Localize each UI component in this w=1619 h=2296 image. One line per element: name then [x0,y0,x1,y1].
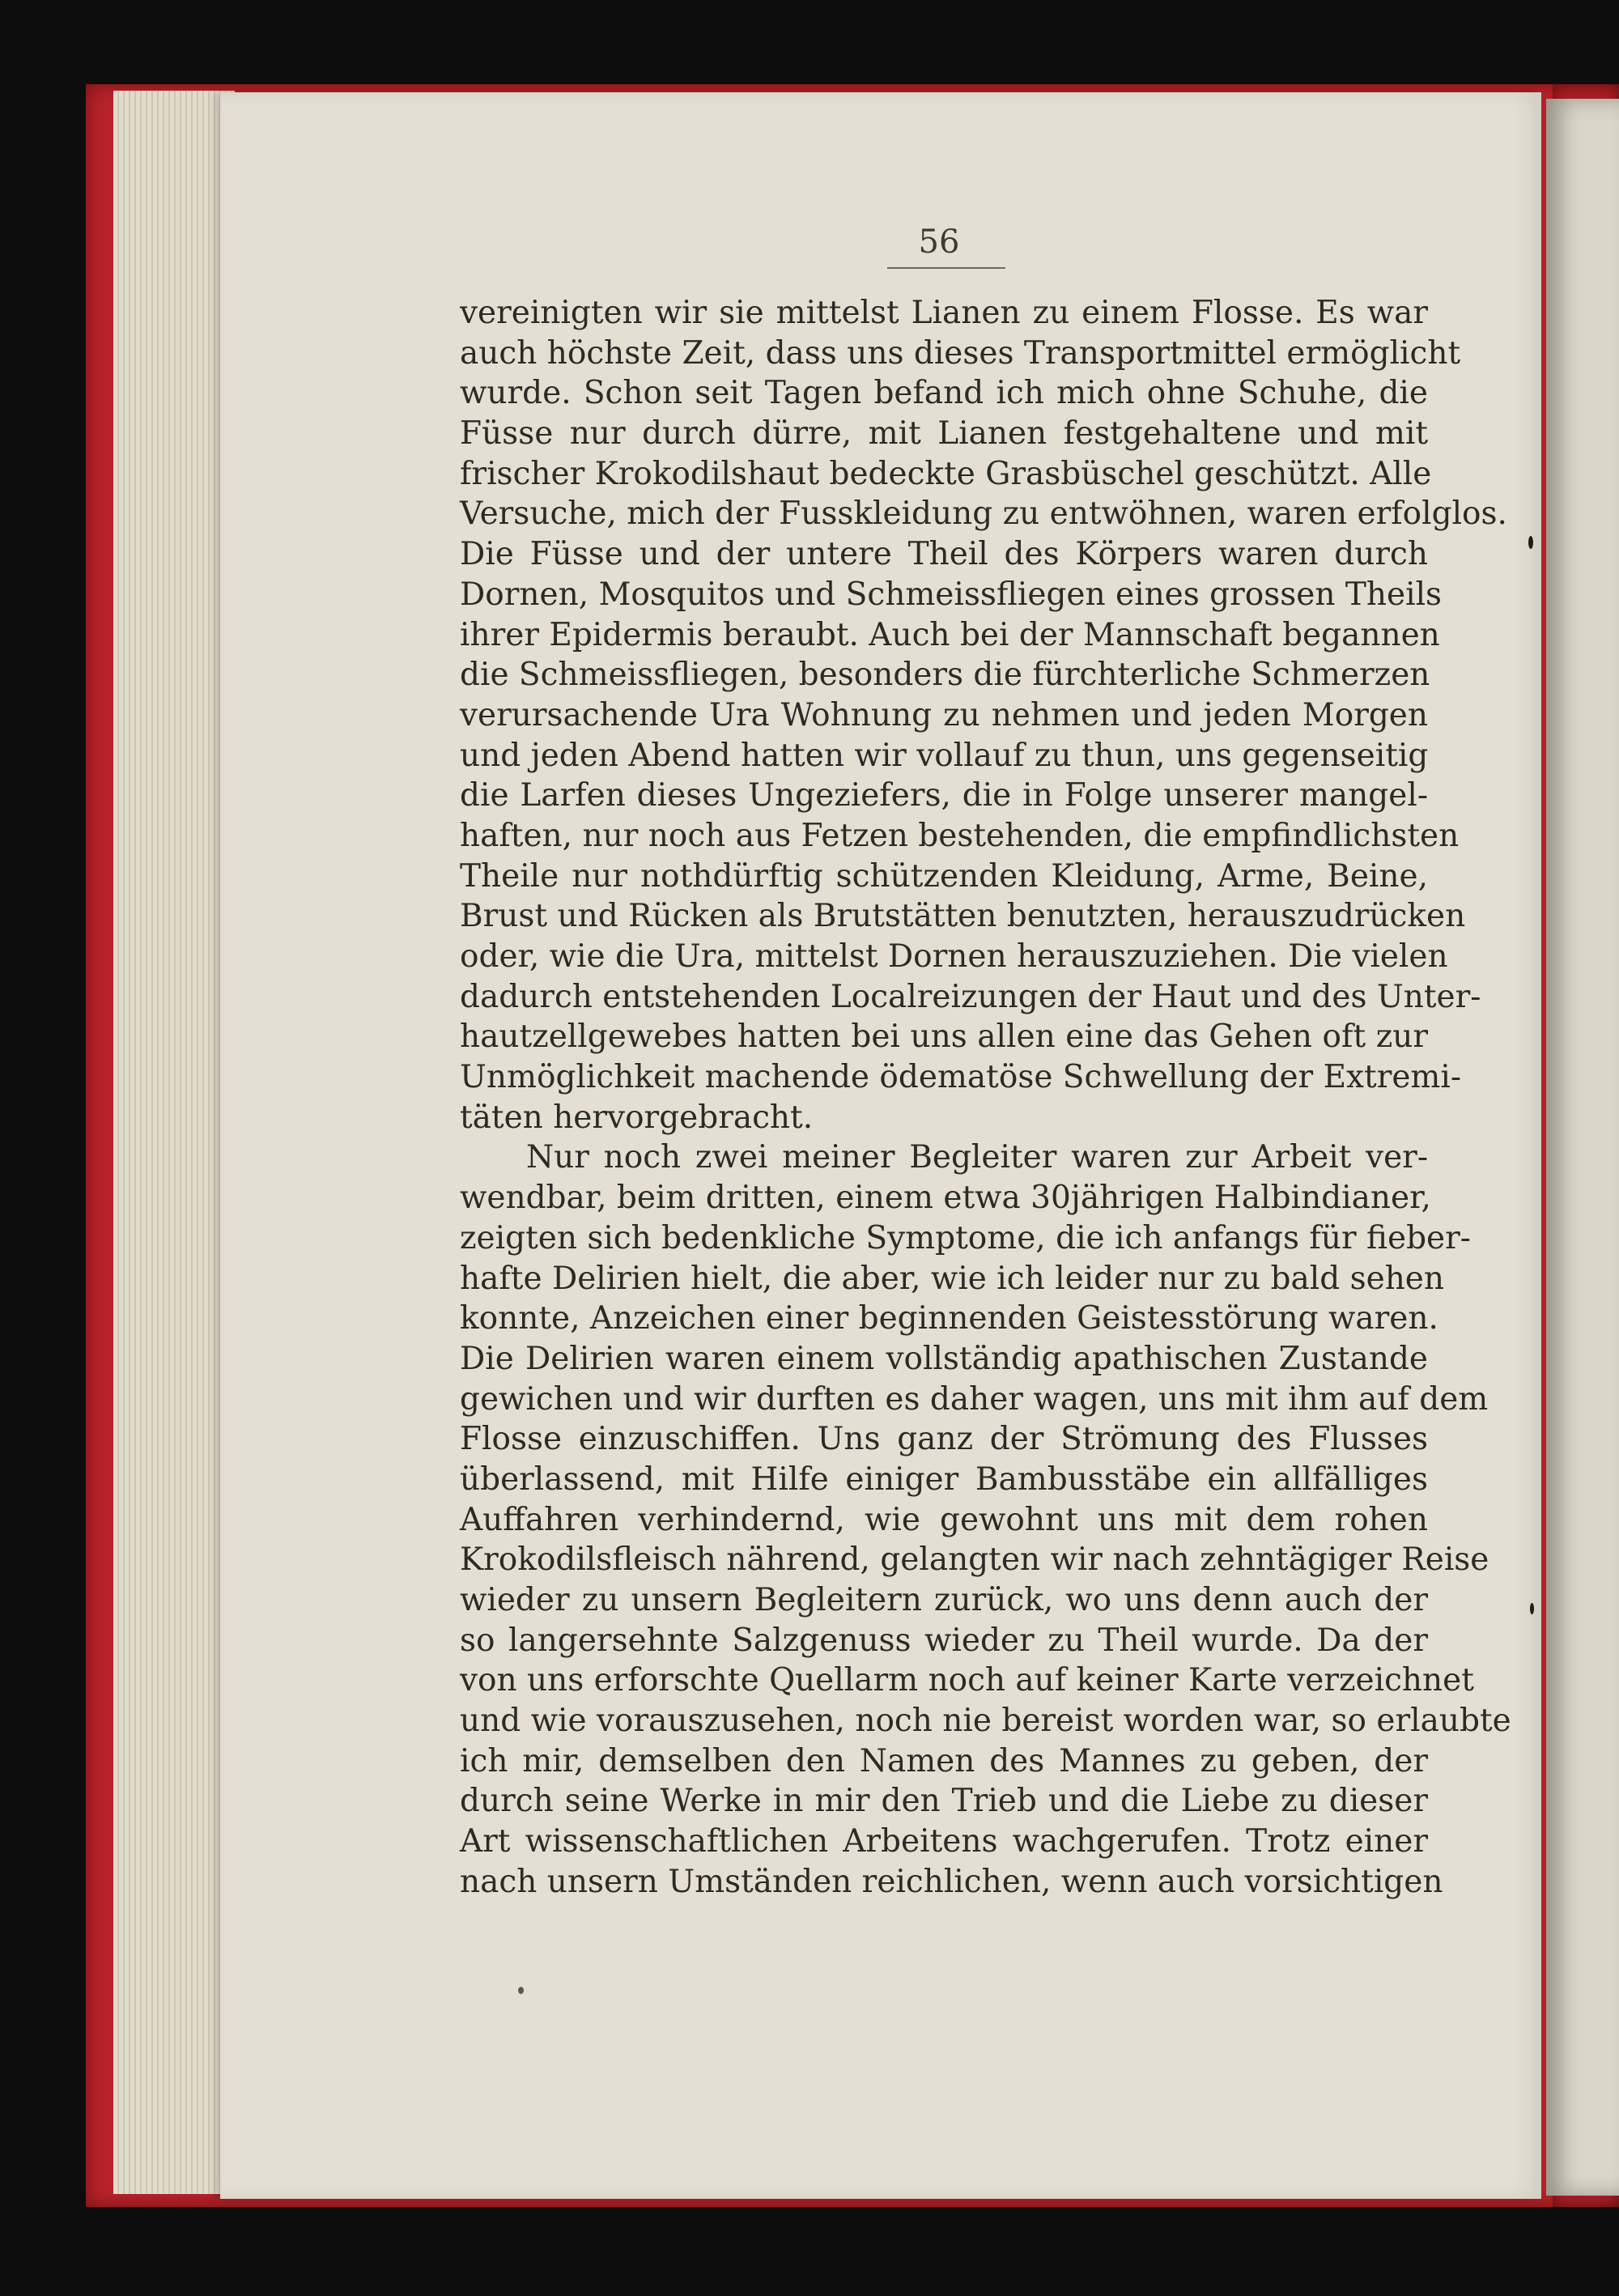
header-rule [887,267,1005,269]
text-line: zeigten sich bedenkliche Symptome, die ich anfangs für fieber- [460,1219,1471,1256]
text-line: Die Delirien waren einem vollständig apathischen Zustande [460,1340,1428,1377]
text-line: ihrer Epidermis beraubt. Auch bei der Mannschaft begannen [460,616,1440,653]
text-line: Flosse einzuschiffen. Uns ganz der Strömung des Flusses [460,1421,1428,1458]
text-line: dadurch entstehenden Localreizungen der Haut und des Unter- [460,978,1481,1015]
text-line: Krokodilsfleisch nährend, gelangten wir nach zehntägiger Reise [460,1541,1489,1579]
facing-page-edge [1546,99,1619,2196]
text-line: Füsse nur durch dürre, mit Lianen festgehaltene und mit [460,415,1428,453]
text-line: wendbar, beim dritten, einem etwa 30jährigen Halbindianer, [460,1180,1431,1217]
text-line: die Schmeissfliegen, besonders die fürchterliche Schmerzen [460,657,1430,694]
text-line: ich mir, demselben den Namen des Mannes zu geben, der [460,1742,1428,1779]
text-line: auch höchste Zeit, dass uns dieses Transportmittel ermöglicht [460,334,1461,372]
paragraph [460,293,1507,1137]
body-text [460,293,1511,1903]
text-line: die Larfen dieses Ungeziefers, die in Folge unserer mangel- [460,777,1428,814]
ink-speck [1530,1603,1534,1614]
text-line: Die Füsse und der untere Theil des Körpers waren durch [460,536,1428,573]
paragraph [460,1137,1511,1902]
ink-speck [518,1987,524,1994]
text-line: Nur noch zwei meiner Begleiter waren zur Arbeit ver- [526,1139,1428,1176]
text-line: durch seine Werke in mir den Trieb und die Liebe zu dieser [460,1783,1428,1820]
text-line: Versuche, mich der Fusskleidung zu entwöhnen, waren erfolglos. [460,495,1507,533]
text-line: konnte, Anzeichen einer beginnenden Geistesstörung waren. [460,1300,1438,1337]
text-line: Brust und Rücken als Brutstätten benutzten, herauszudrücken [460,898,1466,935]
text-line: haften, nur noch aus Fetzen bestehenden, die empfindlichsten [460,817,1460,854]
text-line: wieder zu unsern Begleitern zurück, wo uns denn auch der [460,1582,1428,1618]
text-line: Auffahren verhindernd, wie gewohnt uns mit dem rohen [460,1501,1428,1538]
text-line: und wie vorauszusehen, noch nie bereist worden war, so erlaubte [460,1703,1511,1740]
text-line: Art wissenschaftlichen Arbeitens wachgerufen. Trotz einer [460,1823,1428,1860]
text-line: Theile nur nothdürftig schützenden Kleidung, Arme, Beine, [460,857,1428,895]
text-line: hautzellgewebes hatten bei uns allen eine das Gehen oft zur [460,1018,1428,1056]
text-line: so langersehnte Salzgenuss wieder zu Theil wurde. Da der [460,1622,1428,1659]
text-line: oder, wie die Ura, mittelst Dornen herauszuziehen. Die vielen [460,938,1448,975]
page-number: 56 [918,223,960,261]
text-line: hafte Delirien hielt, die aber, wie ich leider nur zu bald sehen [460,1260,1445,1297]
text-line: nach unsern Umständen reichlichen, wenn auch vorsichtigen [460,1863,1443,1900]
text-line: von uns erforschte Quellarm noch auf keiner Karte verzeichnet [460,1662,1474,1699]
text-line: wurde. Schon seit Tagen befand ich mich ohne Schuhe, die [460,375,1428,412]
text-line: und jeden Abend hatten wir vollauf zu thun, uns gegenseitig [460,737,1429,774]
text-line: verursachende Ura Wohnung zu nehmen und jeden Morgen [460,696,1428,733]
text-line: überlassend, mit Hilfe einiger Bambusstäbe ein allfälliges [460,1461,1428,1498]
text-line: gewichen und wir durften es daher wagen, uns mit ihm auf dem [460,1380,1489,1418]
text-line: Unmöglichkeit machende ödematöse Schwellung der Extremi- [460,1059,1462,1096]
text-line: Dornen, Mosquitos und Schmeissfliegen eines grossen Theils [460,576,1443,613]
text-line: frischer Krokodilshaut bedeckte Grasbüschel geschützt. Alle [460,455,1432,492]
text-line: vereinigten wir sie mittelst Lianen zu einem Flosse. Es war [460,295,1428,331]
page-edges [113,91,235,2194]
ink-speck [1528,536,1533,549]
text-line: täten hervorgebracht. [460,1099,814,1136]
